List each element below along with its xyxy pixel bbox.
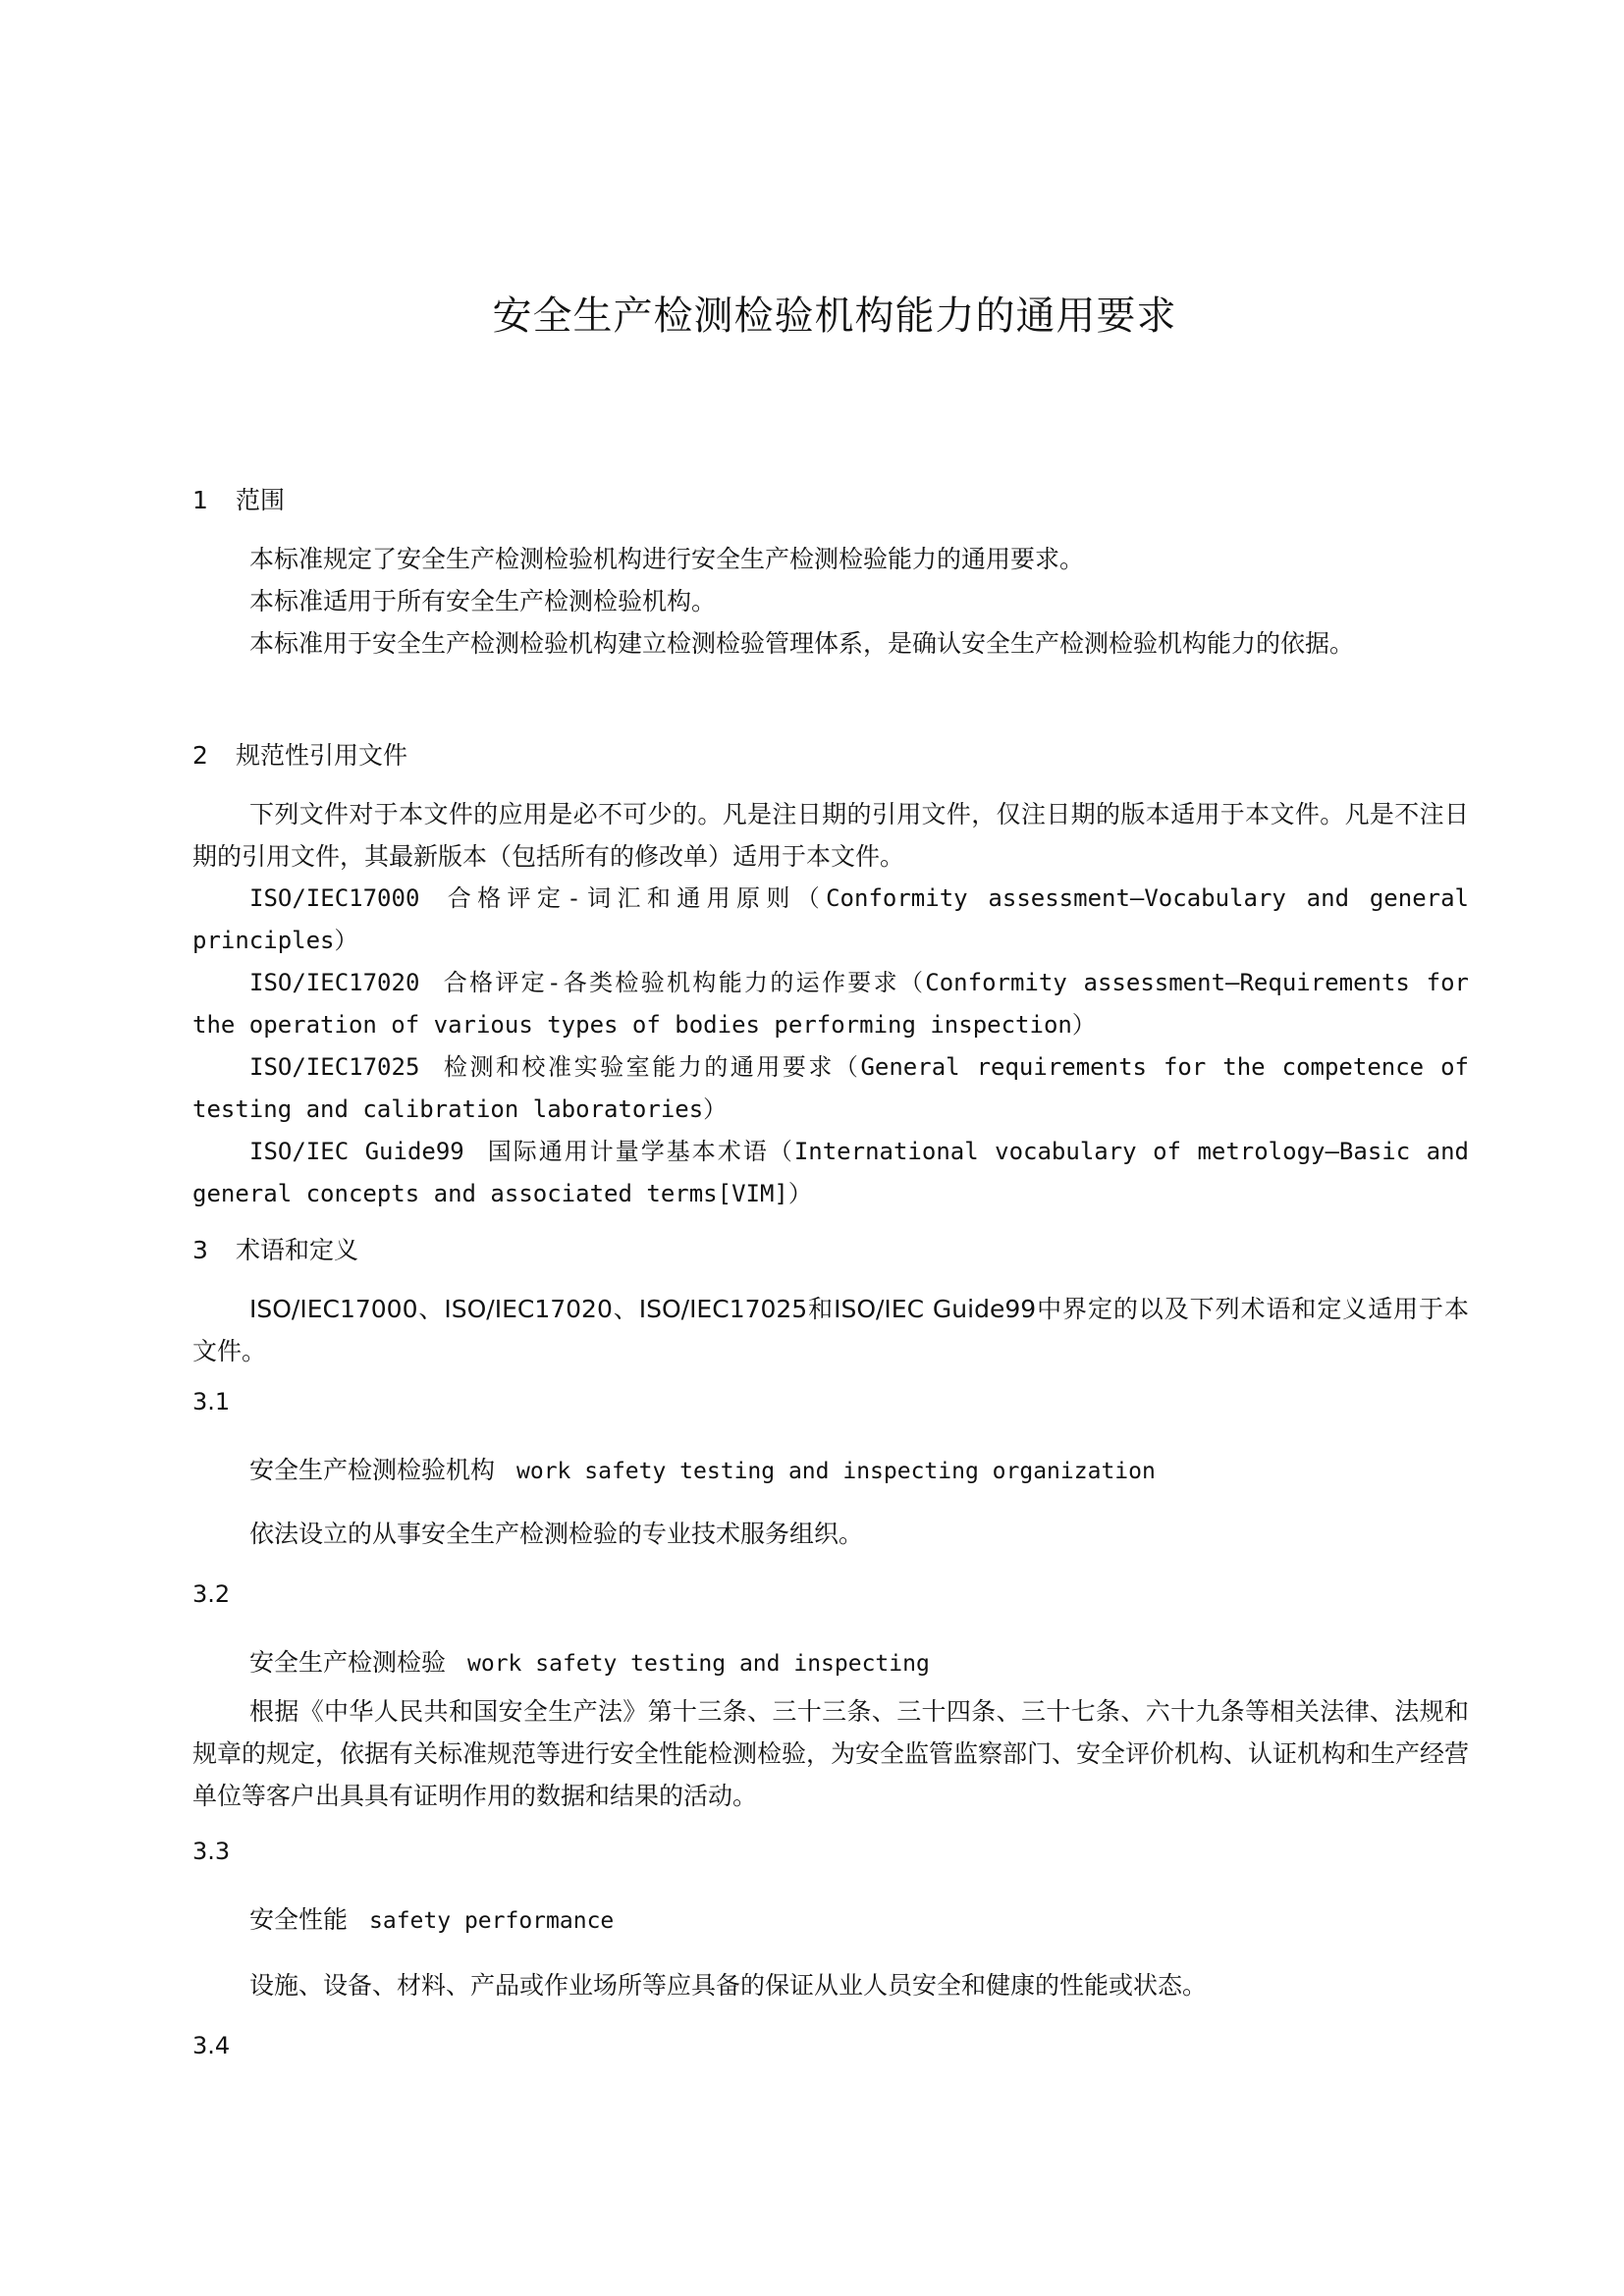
document-title: 安全生产检测检验机构能力的通用要求 [492,294,1177,339]
term-definition: 设施、设备、材料、产品或作业场所等应具备的保证从业人员安全和健康的性能或状态。 [249,1971,1208,2000]
section-1-heading [192,481,285,516]
section-2-intro: 下列文件对于本文件的应用是必不可少的。凡是注日期的引用文件，仅注日期的版本适用于本文件。凡是不注日期的引用文件，其最新版本（包括所有的修改单）适用于本文件。 [192,800,1469,871]
term-definition: 根据《中华人民共和国安全生产法》第十三条、三十三条、三十四条、三十七条、六十九条等相关法律、法规和规章的规定，依据有关标准规范等进行安全性能检测检验，为安全监管监察部门、安全评价机构、认证机构和生产经营单位等客户出具具有证明作用的数据和结果的活动。 [192,1697,1470,1810]
section-number: 3 [192,1236,208,1264]
reference-title: 国际通用计量学基本术语（International vocabulary of metrology—Basic and general concepts and associated terms[VIM]） [192,1138,1469,1207]
section-1-paragraph-3: 本标准用于安全生产检测检验机构建立检测检验管理体系，是确认安全生产检测检验机构能力的依据。 [249,629,1355,658]
term-english: safety performance [369,1908,615,1934]
section-number: 2 [192,741,208,770]
term-chinese: 安全性能 [249,1905,349,1934]
term-number: 3.4 [192,2032,231,2059]
reference-code: ISO/IEC17025 [249,1053,420,1081]
term-definition: 依法设立的从事安全生产检测检验的专业技术服务组织。 [249,1520,864,1548]
normative-reference [192,1131,1469,1215]
section-number: 1 [192,486,208,514]
section-1-paragraph-1: 本标准规定了安全生产检测检验机构进行安全生产检测检验能力的通用要求。 [249,545,1085,573]
section-2-heading [192,736,407,772]
reference-title: 合格评定-各类检验机构能力的运作要求（Conformity assessment—Requirements for the operation of various types of bodies performing inspection） [192,969,1469,1039]
normative-reference [192,962,1469,1046]
term-number: 3.3 [192,1838,231,1865]
term-heading [249,1900,614,1936]
term-english: work safety testing and inspecting organization [516,1459,1156,1484]
reference-code: ISO/IEC Guide99 [249,1138,464,1165]
term-number: 3.1 [192,1388,231,1415]
term-heading [249,1451,1156,1486]
reference-title: 合格评定-词汇和通用原则（Conformity assessment—Vocabulary and general principles） [192,884,1469,954]
section-3-intro: ISO/IEC17000、ISO/IEC17020、ISO/IEC17025和ISO/IEC Guide99中界定的以及下列术语和定义适用于本文件。 [192,1295,1469,1365]
section-title: 术语和定义 [236,1236,359,1264]
reference-title: 检测和校准实验室能力的通用要求（General requirements for the competence of testing and calibration laboratories） [192,1053,1469,1123]
normative-reference [192,1046,1469,1131]
reference-code: ISO/IEC17000 [249,884,420,912]
section-title: 范围 [236,486,286,514]
term-english: work safety testing and inspecting [467,1651,930,1677]
reference-code: ISO/IEC17020 [249,969,420,996]
term-heading [249,1643,930,1679]
section-3-heading [192,1231,358,1266]
section-1-paragraph-2: 本标准适用于所有安全生产检测检验机构。 [249,587,717,615]
term-chinese: 安全生产检测检验机构 [249,1456,496,1484]
term-number: 3.2 [192,1580,231,1608]
section-title: 规范性引用文件 [236,741,408,770]
term-chinese: 安全生产检测检验 [249,1648,447,1677]
normative-reference [192,878,1469,962]
